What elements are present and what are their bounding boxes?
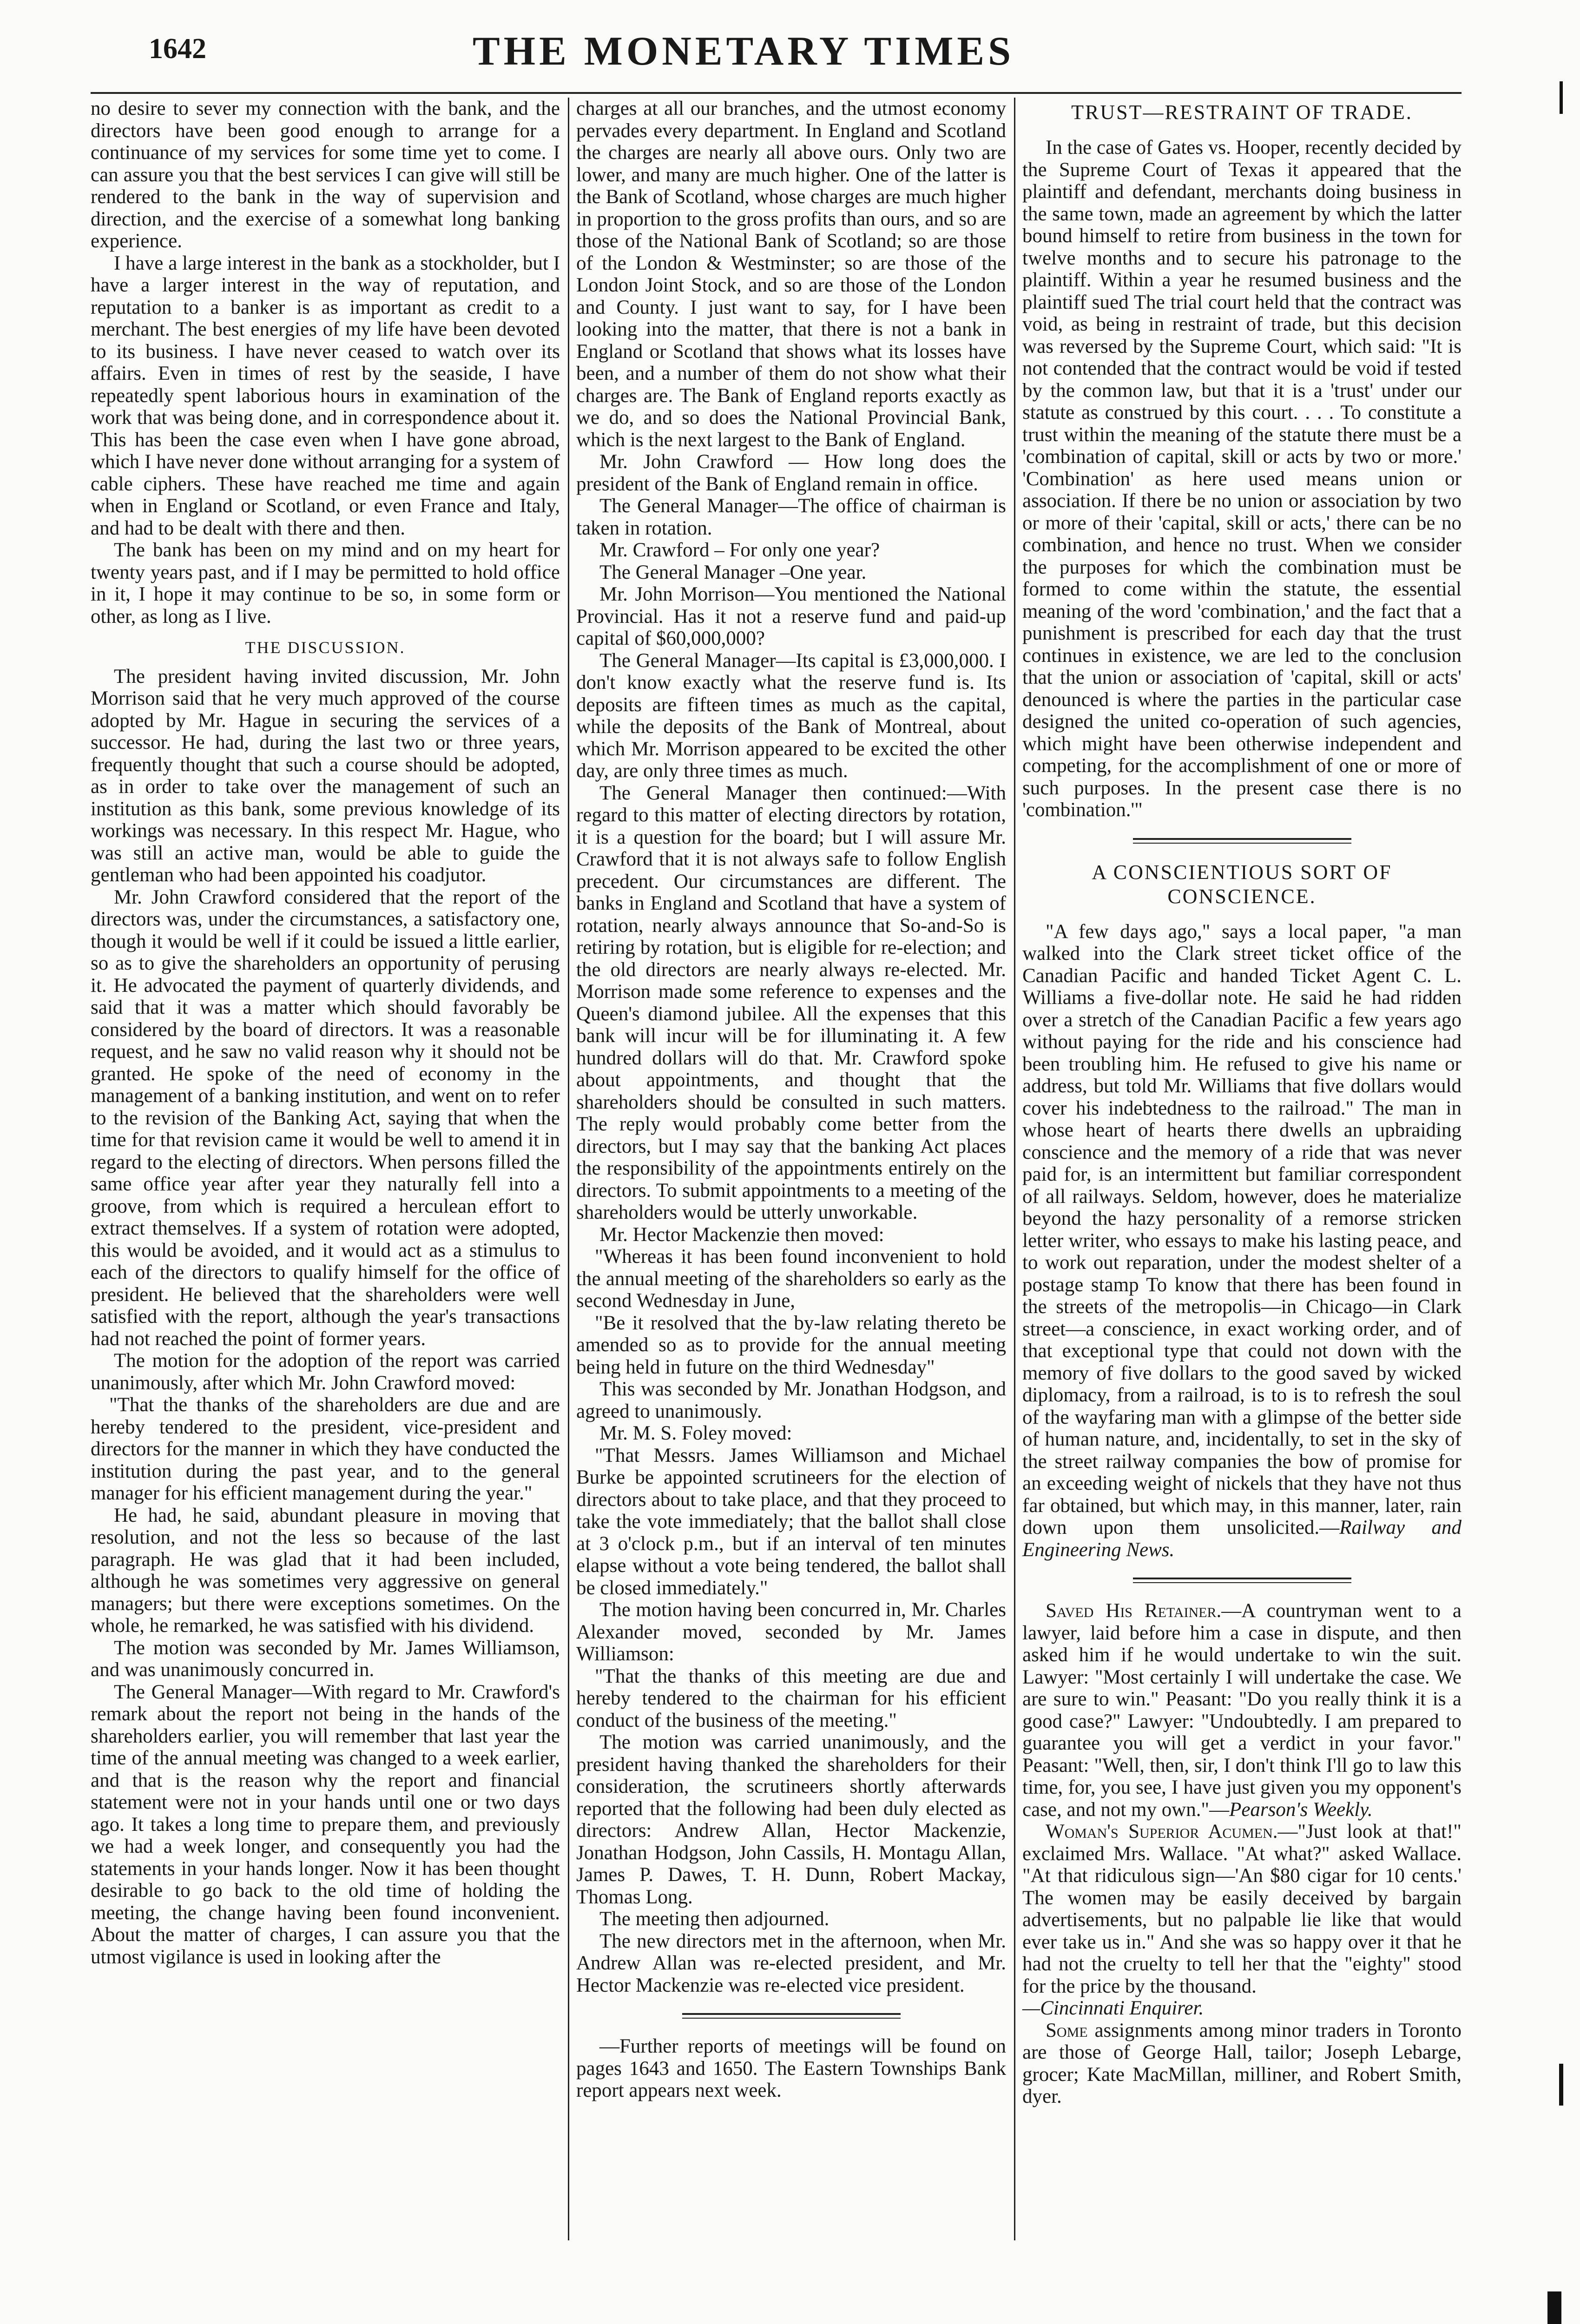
paragraph: The General Manager then continued:—With regard to this matter of electing directors by rotation, it is a question for the board; but I will assure Mr. Crawford that it is not always safe to follow English precedent. Our circumstances are different. The banks in England and Scotland that have a system of rotation, nearly always announce that So-and-So is retiring by rotation, but is eligible for re-election; and the old directors are nearly always re-elected. Mr. Morrison made some reference to expenses and the Queen's diamond jubilee. All the expenses that this bank will incur will be for illuminating it. A few hundred dollars will do that. Mr. Crawford spoke about appointments, and thought that the shareholders should be consulted in such matters. The reply would probably come better from the directors, but I may say that the banking Act places the responsibility of the appointments entirely on the directors. To submit appointments to a meeting of the shareholders would be utterly unworkable. (576, 782, 1006, 1223)
paragraph: Mr. John Crawford considered that the report of the directors was, under the circumstances, a satisfactory one, though it would be well if it could be issued a little earlier, so as to give the shareholders an opportunity of perusing it. He advocated the payment of quarterly dividends, and said that it was a matter which should favorably be considered by the board of directors. It was a reasonable request, and he saw no valid reason why it should not be granted. He spoke of the need of economy in the management of a banking institution, and went on to refer to the revision of the Banking Act, saying that when the time for that revision came it would be well to amend it in regard to the electing of directors. When persons filled the same office year after year they naturally fell into a groove, from which is required a herculean effort to extract themselves. If a system of rotation were adopted, this would be avoided, and it would act as a stimulus to each of the directors to qualify himself for the office of president. He believed that the shareholders were well satisfied with the report, although the year's transactions had not reached the point of former years. (91, 886, 560, 1350)
scan-mark (1559, 2064, 1563, 2106)
lead-in: Some (1046, 2019, 1088, 2041)
paragraph: Mr. M. S. Foley moved: (599, 1422, 792, 1444)
source-credit: —Cincinnati Enquirer. (1022, 1997, 1204, 2019)
source-credit: Pearson's Weekly. (1229, 1798, 1373, 1821)
paragraph: The new directors met in the afternoon, when Mr. Andrew Allan was re-elected president, and Mr. Hector Mackenzie was re-elected vice president. (576, 1930, 1006, 1996)
paragraph: I have a large interest in the bank as a stockholder, but I have a larger interest in the way of reputation, and reputation to a banker is as important as credit to a merchant. The best energies of my life have been devoted to its business. I have never ceased to watch over its affairs. Even in times of rest by the seaside, I have repeatedly spent laborious hours in examination of the work that was being done, and in correspondence about it. This has been the case even when I have gone abroad, which I have never done without arranging for a system of cable ciphers. These have reached me time and again when in England or Scotland, or even France and Italy, and had to be dealt with there and then. (91, 252, 560, 539)
paragraph: The bank has been on my mind and on my heart for twenty years past, and if I may be permitted to hold office in it, I hope it may continue to be so, in some form or other, as long as I live. (91, 539, 560, 627)
section-divider (682, 2013, 901, 2019)
paragraph: He had, he said, abundant pleasure in moving that resolution, and not the less so because of the last paragraph. He was glad that it had been included, although he was sometimes very aggressive on general managers; but there were exceptions sometimes. On the whole, he remarked, he was satisfied with his dividend. (91, 1504, 560, 1637)
article-title: TRUST—RESTRAINT OF TRADE. (1071, 101, 1413, 124)
paragraph: The motion was seconded by Mr. James Williamson, and was unanimously concurred in. (91, 1637, 560, 1681)
lead-in: Woman's Superior Acumen. (1046, 1821, 1278, 1842)
header-rule (91, 92, 1462, 94)
paragraph: The General Manager—Its capital is £3,000,000. I don't know exactly what the reserve fund is. Its deposits are fifteen times as much as the capital, while the deposits of the Bank of Montreal, about which Mr. Morrison appeared to be excited the other day, are only three times as much. (576, 649, 1006, 782)
paragraph: no desire to sever my connection with the bank, and the directors have been good enough to arrange for a continuance of my services for some time yet to come. I can assure you that the best services I can give will still be rendered to the bank in the way of supervision and direction, and the exercise of a somewhat long banking experience. (91, 98, 560, 252)
paragraph (1022, 1821, 1462, 1997)
paragraph: The motion was carried unanimously, and the president having thanked the shareholders for their consideration, the scrutineers shortly afterwards reported that the following had been duly elected as directors: Andrew Allan, Hector Mackenzie, Jonathan Hodgson, John Cassils, H. Montagu Allan, James P. Dawes, T. H. Dunn, Robert Mackay, Thomas Long. (576, 1731, 1006, 1908)
column-3 (1022, 98, 1462, 2108)
column-rule-left (568, 98, 569, 2240)
scan-mark (1547, 2291, 1561, 2324)
quoted-resolution: "Be it resolved that the by-law relating thereto be amended so as to provide for the annual meeting being held in future on the third Wednesday" (576, 1312, 1006, 1378)
paragraph (1022, 921, 1462, 1561)
article-title: A CONSCIENTIOUS SORT OF CONSCIENCE. (1092, 860, 1392, 908)
paragraph-text: —"Just look at that!" exclaimed Mrs. Wallace. "At what?" asked Wallace. "At that ridiculous sign—'An $80 cigar for 10 cents.' The women may be easily deceived by bargain advertisements, but no palpable lie like that would ever take us in." And she was so happy over it that he had not the cruelty to tell her that the "eighty" stood for the price by the thousand. (1022, 1821, 1462, 1997)
quoted-resolution: "That Messrs. James Williamson and Michael Burke be appointed scrutineers for the election of directors about to take place, and that they proceed to take the vote immediately; that the ballot shall close at 3 o'clock p.m., but if an interval of ten minutes elapse without a vote being tendered, the ballot shall be closed immediately." (576, 1444, 1006, 1599)
paragraph: Mr. Hector Mackenzie then moved: (599, 1223, 884, 1246)
paragraph: This was seconded by Mr. Jonathan Hodgson, and agreed to unanimously. (576, 1378, 1006, 1422)
page-number: 1642 (149, 33, 206, 65)
quoted-resolution: "Whereas it has been found inconvenient to hold the annual meeting of the shareholders so early as the second Wednesday in June, (576, 1246, 1006, 1312)
paragraph (1022, 2020, 1462, 2108)
paragraph-text: —A countryman went to a lawyer, laid before him a case in dispute, and then asked him if he would undertake to win the suit. Lawyer: "Most certainly I will undertake the case. We are sure to win." Peasant: "Do you really think it is a good case?" Lawyer: "Undoubtedly. I am prepared to guarantee you will get a verdict in your favor." Peasant: "Well, then, sir, I don't think I'll go to law this time, for, you see, I have just given you my opponent's case, and not my own."— (1022, 1600, 1462, 1821)
paragraph: The motion having been concurred in, Mr. Charles Alexander moved, seconded by Mr. James Williamson: (576, 1599, 1006, 1665)
paragraph: Mr. John Crawford — How long does the president of the Bank of England remain in office. (576, 451, 1006, 495)
paragraph: The General Manager –One year. (599, 561, 867, 583)
lead-in: Saved His Retainer. (1046, 1600, 1222, 1622)
section-divider (1133, 1578, 1351, 1583)
paragraph-text: assignments among minor traders in Toronto are those of George Hall, tailor; Joseph Lebarge, grocer; Kate MacMillan, milliner, and Robert Smith, dyer. (1022, 2019, 1462, 2107)
page-header (149, 28, 1338, 88)
paragraph-text: "A few days ago," says a local paper, "a man walked into the Clark street ticket office of the Canadian Pacific and handed Ticket Agent C. L. Williams a five-dollar note. He said he had ridden over a stretch of the Canadian Pacific a few years ago without paying for the ride and his conscience had been troubling him. He refused to give his name or address, but told Mr. Williams that five dollars would cover his indebtedness to the railroad." The man in whose heart of hearts there dwells an upbraiding conscience and the memory of a ride that was never paid for, is an intermittent but familiar correspondent of all railways. Seldom, however, does he materialize beyond the hazy personality of a remorse stricken letter writer, who essays to make his lasting peace, and to work out reparation, under the modest shelter of a postage stamp To know that there has been found in the streets of the metropolis—in Chicago—in Clark street—a conscience, in exact working order, and of that exceptional type that could not down with the memory of five dollars to the good saved by wicked diplomacy, from a railroad, is to is to refresh the soul of the wayfaring man with a glimpse of the better side of human nature, and, incidentally, to set in the sky of the street railway companies the bow of promise for an exceeding weight of nickels that they have not thus far obtained, but which may, in this manner, later, rain down upon them unsolicited.— (1022, 920, 1462, 1538)
paragraph: The president having invited discussion, Mr. John Morrison said that he very much approved of the course adopted by Mr. Hague in securing the services of a successor. He had, during the last two or three years, frequently thought that such a course should be adopted, as in order to take over the management of such an institution as this bank, some previous knowledge of its workings was necessary. In this respect Mr. Hague, who was still an active man, would be able to guide the gentleman who had been appointed his coadjutor. (91, 665, 560, 886)
column-2 (576, 98, 1006, 2102)
paragraph: The meeting then adjourned. (599, 1908, 830, 1930)
paragraph: Mr. Crawford – For only one year? (599, 539, 880, 561)
paragraph: The General Manager—With regard to Mr. Crawford's remark about the report not being in the hands of the shareholders earlier, you will remember that last year the time of the annual meeting was changed to a week earlier, and that is the reason why the report and financial statement were not in your hands until one or two days ago. It takes a long time to prepare them, and previously we had a week longer, and consequently you had the statements in your hands longer. Now it has been thought desirable to go back to the old time of holding the meeting, the change having been found inconvenient. About the matter of charges, I can assure you that the utmost vigilance is used in looking after the (91, 1681, 560, 1968)
paragraph: charges at all our branches, and the utmost economy pervades every department. In England and Scotland the charges are nearly all above ours. Only two are lower, and many are much higher. One of the latter is the Bank of Scotland, whose charges are much higher in proportion to the gross profits than ours, and so are those of the National Bank of Scotland; so are those of the London & Westminster; so are those of the London Joint Stock, and so are those of the London and County. I just want to say, for I have been looking into the matter, that there is not a bank in England or Scotland that shows what its losses have been, and a number of them do not show what their charges are. The Bank of England reports exactly as we do, and so does the National Provincial Bank, which is the next largest to the Bank of England. (576, 98, 1006, 451)
paragraph (1022, 1600, 1462, 1821)
quoted-resolution: "That the thanks of the shareholders are due and are hereby tendered to the president, vice-president and directors for the manner in which they have conducted the institution during the past year, and to the general manager for his efficient management during the year." (91, 1394, 560, 1504)
column-1 (91, 98, 560, 1968)
scan-mark (1560, 81, 1563, 114)
section-divider (1133, 838, 1351, 844)
paragraph: The General Manager—The office of chairman is taken in rotation. (576, 495, 1006, 539)
masthead: THE MONETARY TIMES (472, 29, 1015, 74)
paragraph: Mr. John Morrison—You mentioned the National Provincial. Has it not a reserve fund and paid-up capital of $60,000,000? (576, 583, 1006, 649)
paragraph: The motion for the adoption of the report was carried unanimously, after which Mr. John Crawford moved: (91, 1350, 560, 1394)
column-rule-right (1014, 98, 1015, 2240)
paragraph: In the case of Gates vs. Hooper, recently decided by the Supreme Court of Texas it appeared that the plaintiff and defendant, merchants doing business in the same town, made an agreement by which the latter bound himself to retire from business in the town for twelve months and to secure his patronage to the plaintiff. Within a year he resumed business and the plaintiff sued The trial court held that the contract was void, as being in restraint of trade, but this decision was reversed by the Supreme Court, which said: "It is not contended that the contract would be void if tested by the common law, but that it is a 'trust' under our statute as construed by this court. . . . To constitute a trust within the meaning of the statute there must be a 'combination of capital, skill or acts by two or more.' 'Combination' as here used means union or association. If there be no union or association by two or more of their 'capital, skill or acts,' there can be no combination, and hence no trust. When we consider the purposes for which the combination must be formed to come within the statute, the essential meaning of the word 'combination,' and the fact that a punishment is prescribed for each day that the trust continues in existence, we are led to the conclusion that the union or association of 'capital, skill or acts' denounced is where the parties in the particular case designed the united co-operation of such agencies, which might have been otherwise independent and competing, for the accomplishment of one or more of such purposes. In the present case there is no 'combination.'" (1022, 137, 1462, 821)
quoted-resolution: "That the thanks of this meeting are due and hereby tendered to the chairman for his efficient conduct of the business of the meeting." (576, 1665, 1006, 1731)
paragraph: —Further reports of meetings will be found on pages 1643 and 1650. The Eastern Townships Bank report appears next week. (576, 2035, 1006, 2101)
section-heading: THE DISCUSSION. (245, 638, 406, 657)
source-credit: Railway and Engineering News. (1022, 1517, 1462, 1561)
